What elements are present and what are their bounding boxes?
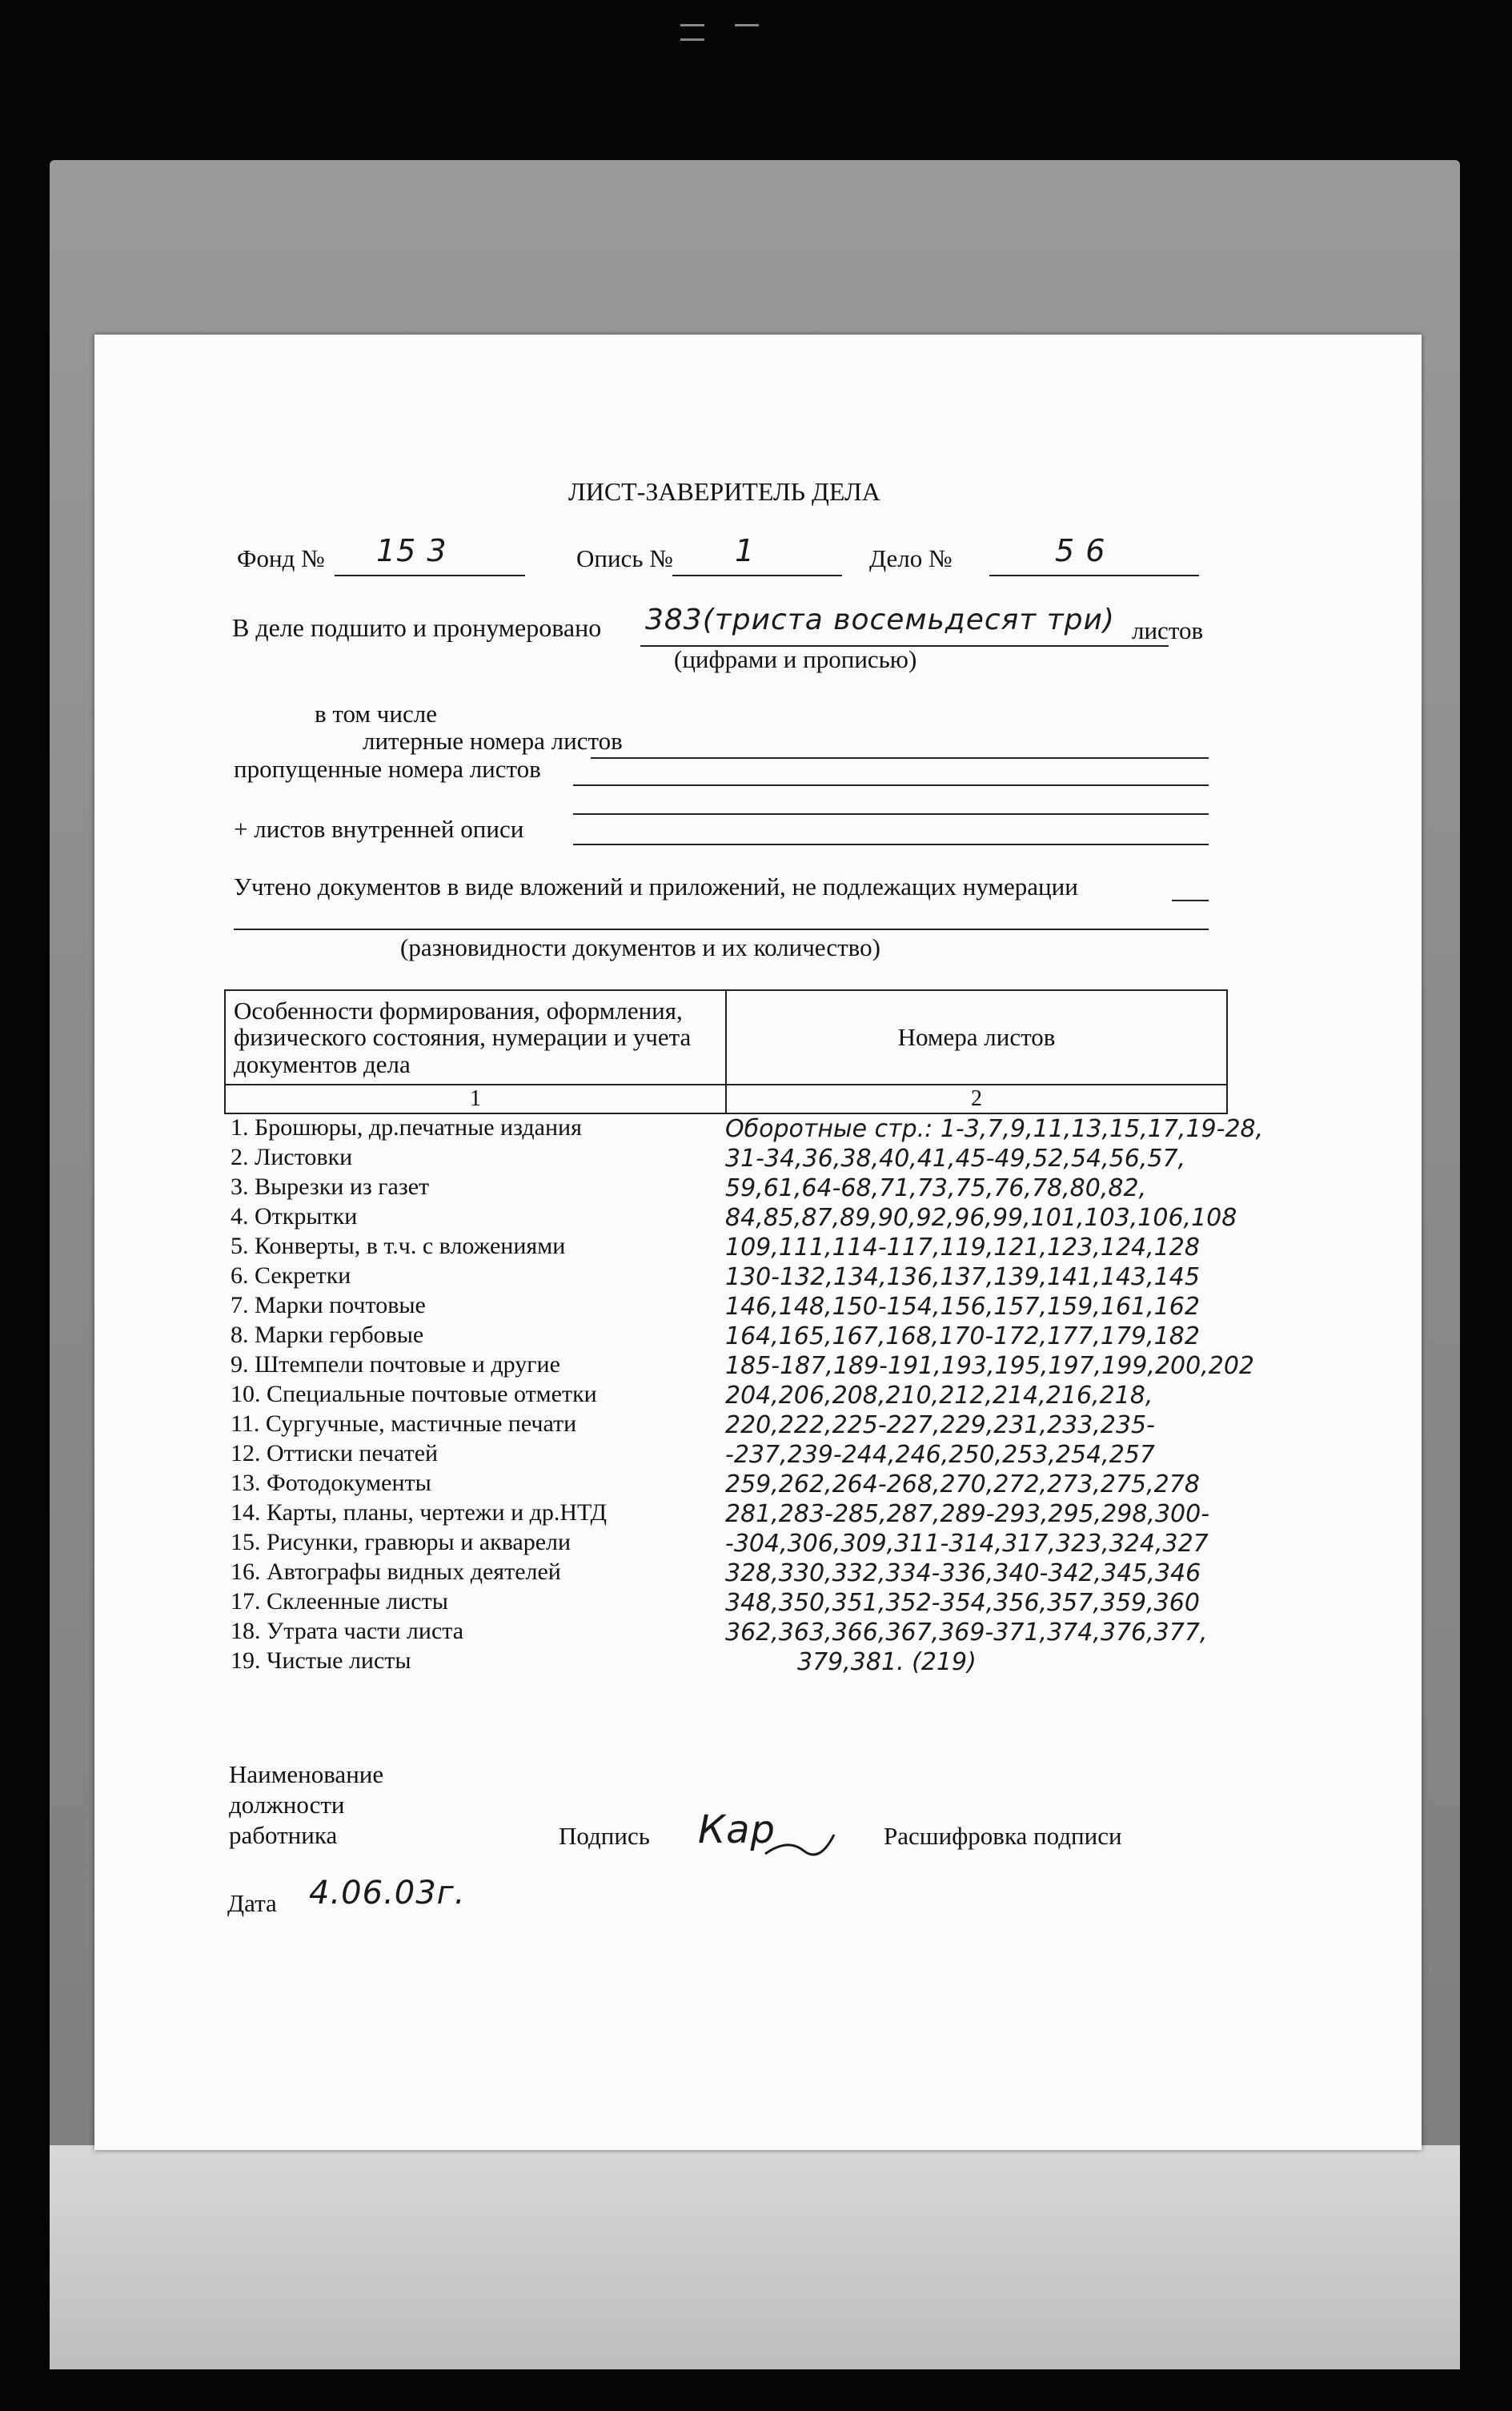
list-item: 1. Брошюры, др.печатные издания	[231, 1114, 582, 1141]
list-item: 14. Карты, планы, чертежи и др.НТД	[231, 1499, 607, 1526]
opis-label: Опись №	[576, 544, 673, 572]
list-item: 8. Марки гербовые	[231, 1322, 424, 1348]
list-item: 16. Автографы видных деятелей	[231, 1559, 561, 1585]
position-label-line: работника	[229, 1821, 338, 1849]
list-item: 19. Чистые листы	[231, 1647, 411, 1674]
sewn-hint: (цифрами и прописью)	[674, 645, 917, 673]
included-label: в том числе	[315, 700, 437, 728]
sewn-suffix: листов	[1132, 616, 1204, 644]
page-numbers-line: 362,363,366,367,369-371,374,376,377,	[725, 1619, 1208, 1647]
counted-hint: (разновидности документов и их количество)	[400, 933, 880, 961]
inner-line	[573, 844, 1209, 845]
list-item: 4. Открытки	[231, 1203, 358, 1230]
page-numbers-line: Оборотные стр.: 1-3,7,9,11,13,15,17,19-28,	[725, 1115, 1264, 1143]
features-list	[231, 1113, 607, 1675]
binding-marks	[680, 24, 840, 48]
page-numbers-line: 281,283-285,287,289-293,295,298,300-	[725, 1500, 1210, 1528]
position-label-line: Наименование	[229, 1760, 384, 1788]
date-label: Дата	[227, 1889, 277, 1917]
list-item: 2. Листовки	[231, 1144, 353, 1170]
page-numbers-line: 59,61,64-68,71,73,75,76,78,80,82,	[725, 1174, 1147, 1202]
literal-line	[591, 757, 1209, 759]
signature-value: Кар	[698, 1807, 776, 1852]
missing-line-2	[573, 813, 1209, 815]
delo-value: 5 6	[1055, 533, 1106, 568]
folder-bottom-edge	[50, 2145, 1460, 2369]
list-item: 7. Марки почтовые	[231, 1292, 426, 1318]
list-item: 10. Специальные почтовые отметки	[231, 1381, 597, 1407]
missing-label: пропущенные номера листов	[234, 755, 541, 783]
decoding-label: Расшифровка подписи	[884, 1822, 1122, 1850]
certification-sheet	[94, 335, 1422, 2150]
fond-label: Фонд №	[237, 544, 325, 572]
table-num-col2: 2	[726, 1085, 1227, 1113]
page-numbers-line: 185-187,189-191,193,195,197,199,200,202	[725, 1352, 1255, 1380]
list-item: 17. Склеенные листы	[231, 1588, 448, 1615]
delo-label: Дело №	[869, 544, 953, 572]
fond-line	[335, 575, 525, 576]
page-numbers-line: -304,306,309,311-314,317,323,324,327	[725, 1530, 1209, 1558]
list-item: 5. Конверты, в т.ч. с вложениями	[231, 1233, 566, 1259]
list-item: 15. Рисунки, гравюры и акварели	[231, 1529, 572, 1555]
page-numbers-line: 130-132,134,136,137,139,141,143,145	[725, 1263, 1200, 1291]
sewn-value: 383(триста восемьдесят три)	[645, 604, 1115, 636]
page-numbers-line: 31-34,36,38,40,41,45-49,52,54,56,57,	[725, 1145, 1186, 1173]
list-item: 18. Утрата части листа	[231, 1618, 464, 1644]
date-value: 4.06.03г.	[309, 1875, 466, 1912]
delo-line	[989, 575, 1199, 576]
fond-value: 15 3	[376, 533, 447, 568]
counted-line-end	[1172, 900, 1209, 901]
signature-flourish	[764, 1830, 836, 1862]
page-numbers-line: 220,222,225-227,229,231,233,235-	[725, 1411, 1155, 1439]
list-item: 11. Сургучные, мастичные печати	[231, 1410, 577, 1437]
missing-line	[573, 784, 1209, 786]
page-numbers-line: 146,148,150-154,156,157,159,161,162	[725, 1293, 1200, 1321]
opis-value: 1	[735, 533, 756, 568]
page-numbers-line: -237,239-244,246,250,253,254,257	[725, 1441, 1155, 1469]
page-numbers-handwritten	[725, 1114, 1263, 1677]
page-numbers-line: 348,350,351,352-354,356,357,359,360	[725, 1589, 1200, 1617]
inner-label: + листов внутренней описи	[234, 815, 524, 843]
list-item: 13. Фотодокументы	[231, 1470, 431, 1496]
signature-label: Подпись	[559, 1822, 650, 1850]
page-numbers-line: 259,262,264-268,270,272,273,275,278	[725, 1470, 1200, 1498]
sewn-label: В деле подшито и пронумеровано	[232, 613, 602, 642]
table-header-col2: Номера листов	[726, 990, 1227, 1085]
document-title: ЛИСТ-ЗАВЕРИТЕЛЬ ДЕЛА	[568, 477, 880, 506]
list-item: 12. Оттиски печатей	[231, 1440, 439, 1466]
counted-line	[234, 929, 1209, 930]
page-numbers-line: 204,206,208,210,212,214,216,218,	[725, 1382, 1153, 1410]
page-numbers-line: 164,165,167,168,170-172,177,179,182	[725, 1322, 1200, 1350]
counted-label: Учтено документов в виде вложений и приложений, не подлежащих нумерации	[234, 873, 1078, 901]
table-header-col1: Особенности формирования, оформления, физического состояния, нумерации и учета документов дела	[225, 990, 726, 1085]
page-numbers-line: 84,85,87,89,90,92,96,99,101,103,106,108	[725, 1204, 1237, 1232]
list-item: 6. Секретки	[231, 1262, 351, 1289]
literal-label: литерные номера листов	[363, 727, 623, 755]
page-numbers-line: 109,111,114-117,119,121,123,124,128	[725, 1234, 1200, 1262]
page-numbers-line: 328,330,332,334-336,340-342,345,346	[725, 1559, 1201, 1587]
position-label-line: должности	[229, 1791, 345, 1819]
list-item: 3. Вырезки из газет	[231, 1173, 430, 1200]
position-label	[229, 1759, 383, 1851]
opis-line	[672, 575, 842, 576]
list-item: 9. Штемпели почтовые и другие	[231, 1351, 560, 1378]
page-numbers-line: 379,381. (219)	[797, 1648, 977, 1676]
features-table	[224, 989, 1228, 1114]
table-num-col1: 1	[225, 1085, 726, 1113]
